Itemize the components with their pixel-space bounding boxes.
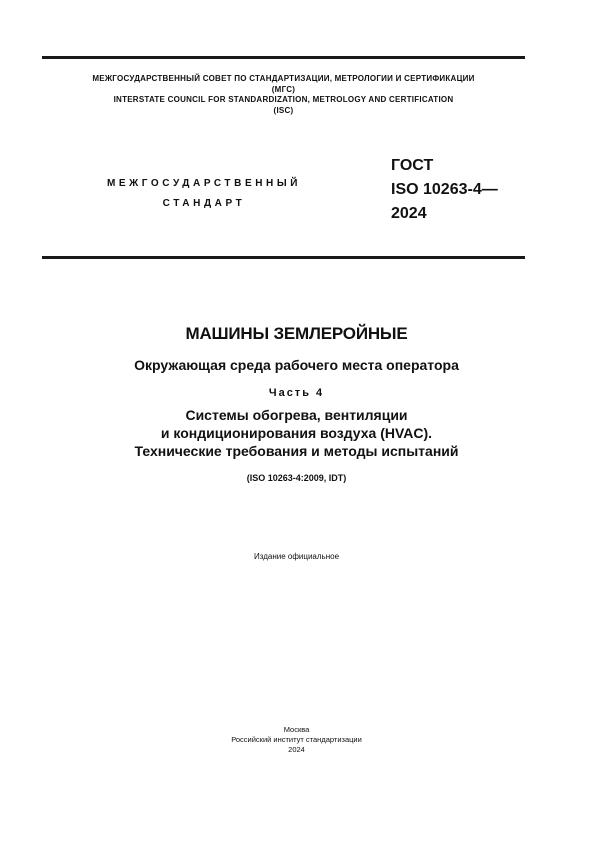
part-title-line-2: и кондиционирования воздуха (HVAC). [160, 425, 433, 441]
main-title: МАШИНЫ ЗЕМЛЕРОЙНЫЕ [185, 324, 408, 343]
council-header [42, 74, 525, 116]
subtitle: Окружающая среда рабочего места оператора [134, 357, 459, 373]
title-block [42, 322, 551, 484]
top-rule [42, 56, 525, 59]
imprint-city: Москва [283, 725, 310, 734]
standard-type [64, 174, 344, 214]
middle-rule [42, 256, 525, 259]
iso-reference: (ISO 10263-4:2009, IDT) [246, 473, 347, 483]
part-label: Часть 4 [268, 387, 325, 399]
designation-line-3: 2024 [391, 205, 427, 222]
designation-line-2: ISO 10263-4— [391, 181, 498, 198]
standard-type-line-1: МЕЖГОСУДАРСТВЕННЫЙ [106, 178, 302, 189]
council-name-en: INTERSTATE COUNCIL FOR STANDARDIZATION, METROLOGY AND CERTIFICATION [113, 95, 454, 105]
part-title-line-1: Системы обогрева, вентиляции [185, 407, 408, 423]
edition-note: Издание официальное [253, 552, 340, 561]
council-abbr-en: (ISC) [273, 105, 294, 115]
imprint-year: 2024 [288, 745, 305, 754]
part-title [42, 406, 551, 460]
standard-designation [391, 154, 498, 226]
imprint [42, 725, 551, 755]
council-abbr-ru: (МГС) [271, 84, 296, 94]
designation-line-1: ГОСТ [391, 157, 434, 174]
standard-type-line-2: СТАНДАРТ [162, 198, 246, 209]
part-title-line-3: Технические требования и методы испытаний [134, 443, 459, 459]
imprint-publisher: Российский институт стандартизации [231, 735, 362, 744]
council-name-ru: МЕЖГОСУДАРСТВЕННЫЙ СОВЕТ ПО СТАНДАРТИЗАЦИИ, МЕТРОЛОГИИ И СЕРТИФИКАЦИИ [92, 74, 475, 83]
